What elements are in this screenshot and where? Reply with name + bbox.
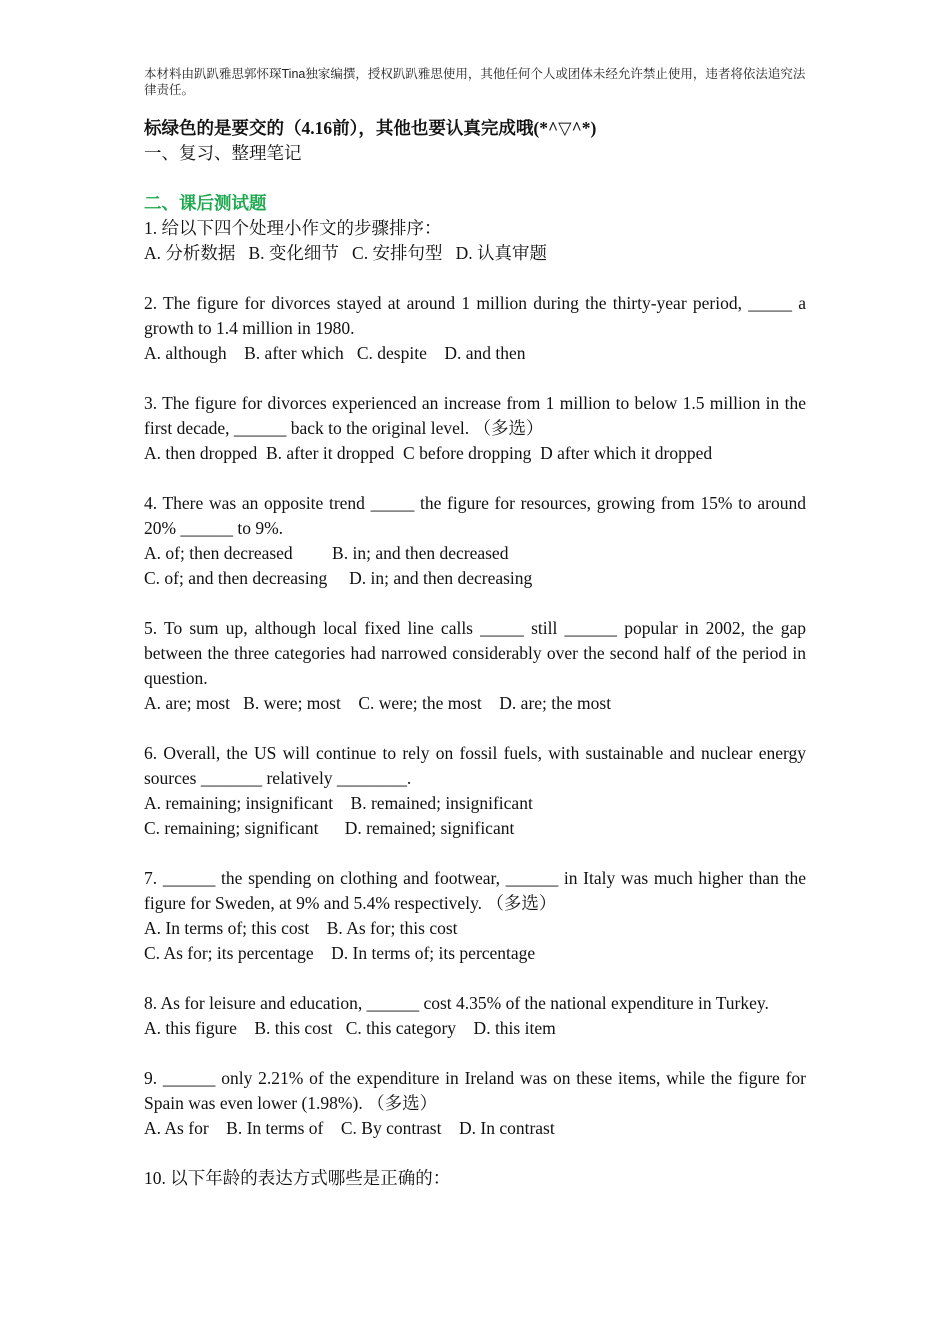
document-page — [144, 66, 806, 1191]
question-options: A. remaining; insignificant B. remained; insignificant — [144, 793, 533, 813]
question-1 — [144, 216, 806, 266]
question-options: A. are; most B. were; most C. were; the most D. are; the most — [144, 693, 612, 713]
question-stem: 3. The figure for divorces experienced an increase from 1 million to below 1.5 million in the first decade, ______ back to the original level. （多选） — [144, 393, 806, 438]
copyright-notice: 本材料由趴趴雅思郭怀琛Tina独家编撰，授权趴趴雅思使用，其他任何个人或团体未经允许禁止使用，违者将依法追究法律责任。 — [144, 67, 806, 97]
assignment-headline: 标绿色的是要交的（4.16前），其他也要认真完成哦(*^▽^*) — [144, 118, 597, 138]
question-7 — [144, 866, 806, 966]
question-9 — [144, 1066, 806, 1141]
question-8 — [144, 991, 806, 1041]
question-stem: 6. Overall, the US will continue to rely on fossil fuels, with sustainable and nuclear energy sources _______ relatively ________. — [144, 743, 806, 788]
question-stem: 8. As for leisure and education, ______ cost 4.35% of the national expenditure in Turkey. — [144, 993, 769, 1013]
question-options: A. As for B. In terms of C. By contrast D. In contrast — [144, 1118, 555, 1138]
question-3 — [144, 391, 806, 466]
question-options: C. remaining; significant D. remained; significant — [144, 818, 515, 838]
question-options: A. although B. after which C. despite D. and then — [144, 343, 526, 363]
question-stem: 5. To sum up, although local fixed line calls _____ still ______ popular in 2002, the gap between the three categories had narrowed considerably over the second half of the period in question. — [144, 618, 806, 688]
question-stem: 2. The figure for divorces stayed at around 1 million during the thirty-year period, _____ a growth to 1.4 million in 1980. — [144, 293, 806, 338]
question-4 — [144, 491, 806, 591]
question-10 — [144, 1166, 806, 1191]
question-stem: 10. 以下年龄的表达方式哪些是正确的： — [144, 1168, 451, 1188]
question-stem: 4. There was an opposite trend _____ the figure for resources, growing from 15% to around 20% ______ to 9%. — [144, 493, 806, 538]
question-stem: 9. ______ only 2.21% of the expenditure in Ireland was on these items, while the figure for Spain was even lower (1.98%). （多选） — [144, 1068, 806, 1113]
question-6 — [144, 741, 806, 841]
question-options: C. of; and then decreasing D. in; and then decreasing — [144, 568, 533, 588]
question-2 — [144, 291, 806, 366]
question-options: C. As for; its percentage D. In terms of; its percentage — [144, 943, 536, 963]
section-review-notes: 一、复习、整理笔记 — [144, 143, 302, 163]
question-options: A. this figure B. this cost C. this category D. this item — [144, 1018, 556, 1038]
question-5 — [144, 616, 806, 716]
question-stem: 1. 给以下四个处理小作文的步骤排序： — [144, 218, 442, 238]
question-options: A. 分析数据 B. 变化细节 C. 安排句型 D. 认真审题 — [144, 243, 547, 263]
question-options: A. then dropped B. after it dropped C before dropping D after which it dropped — [144, 443, 713, 463]
question-stem: 7. ______ the spending on clothing and footwear, ______ in Italy was much higher than the figure for Sweden, at 9% and 5.4% respectively. （多选） — [144, 868, 806, 913]
question-options: A. In terms of; this cost B. As for; this cost — [144, 918, 458, 938]
question-options: A. of; then decreased B. in; and then decreased — [144, 543, 509, 563]
section-quiz-title: 二、课后测试题 — [144, 193, 267, 213]
